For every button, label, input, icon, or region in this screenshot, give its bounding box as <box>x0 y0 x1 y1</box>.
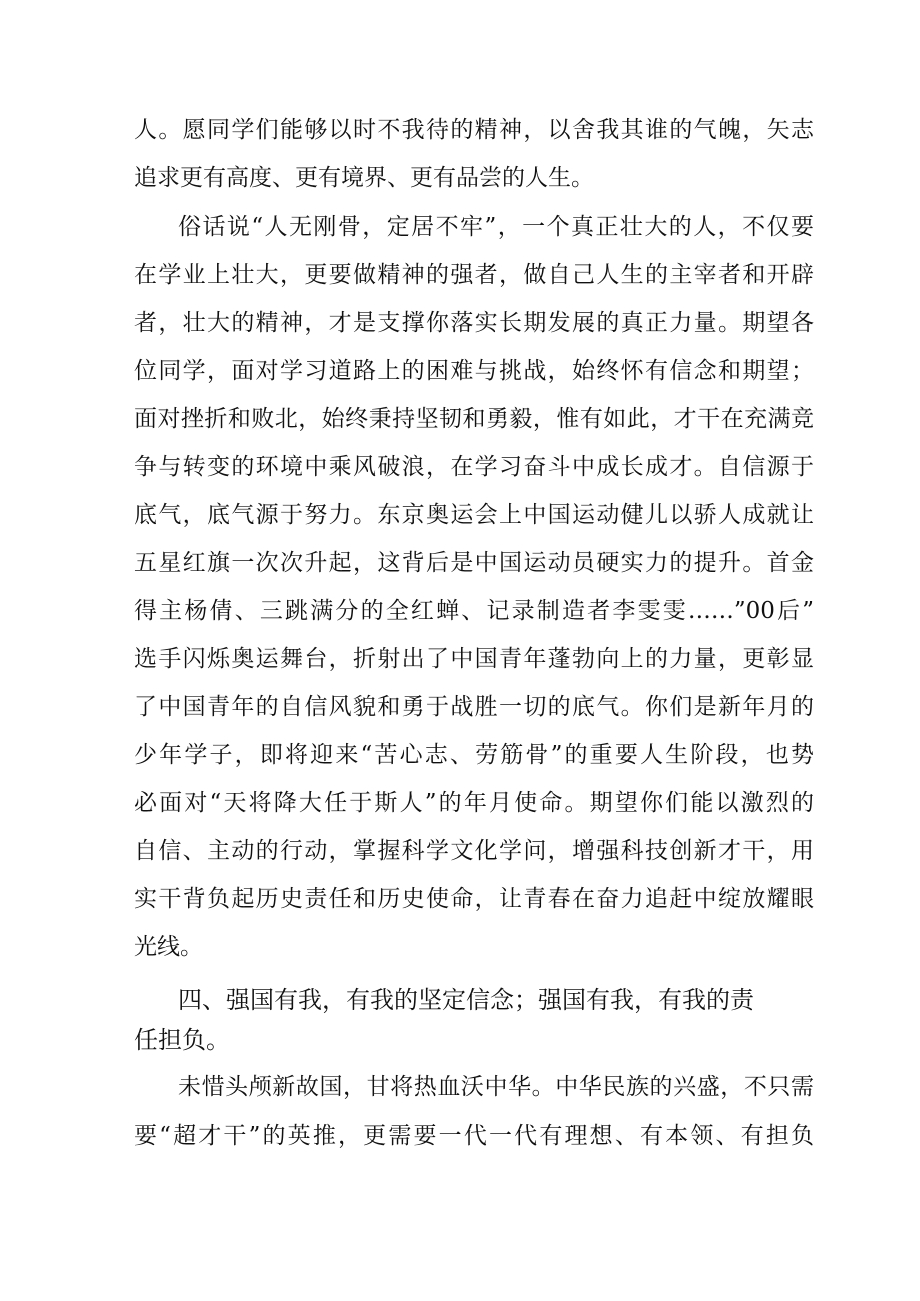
paragraph-3-line-1: 未惜头颅新故国，甘将热血沃中华。中华民族的兴盛，不只需 <box>178 1074 814 1100</box>
paragraph-2-line-10: 选手闪烁奥运舞台，折射出了中国青年蓬勃向上的力量，更彰显 <box>134 646 814 672</box>
section-heading-line-2: 任担负。 <box>134 1026 230 1054</box>
paragraph-2-line-2: 在学业上壮大，更要做精神的强者，做自己人生的主宰者和开辟 <box>134 262 814 288</box>
paragraph-2-line-16: 光线。 <box>134 934 203 960</box>
paragraph-2-line-7: 底气，底气源于努力。东京奥运会上中国运动健儿以骄人成就让 <box>134 502 814 528</box>
paragraph-2-line-1: 俗话说“人无刚骨，定居不牢”，一个真正壮大的人，不仅要 <box>178 214 814 240</box>
paragraph-2-line-14: 自信、主动的行动，掌握科学文化学问，增强科技创新才干，用 <box>134 838 814 864</box>
paragraph-2-line-9: 得主杨倩、三跳满分的全红蝉、记录制造者李雯雯……”00后” <box>134 598 814 624</box>
paragraph-2-line-11: 了中国青年的自信风貌和勇于战胜一切的底气。你们是新年月的 <box>134 694 814 720</box>
paragraph-2-line-3: 者，壮大的精神，才是支撑你落实长期发展的真正力量。期望各 <box>134 310 814 336</box>
paragraph-2-line-12: 少年学子，即将迎来“苦心志、劳筋骨”的重要人生阶段，也势 <box>134 742 814 768</box>
paragraph-1-line-1: 人。愿同学们能够以时不我待的精神，以舍我其谁的气魄，矢志 <box>134 117 814 143</box>
paragraph-2-line-13: 必面对“天将降大任于斯人”的年月使命。期望你们能以激烈的 <box>134 790 814 816</box>
paragraph-2-line-8: 五星红旗一次次升起，这背后是中国运动员硬实力的提升。首金 <box>134 550 814 576</box>
section-heading-line-1: 四、强国有我，有我的坚定信念；强国有我，有我的责 <box>178 986 754 1014</box>
paragraph-2-line-15: 实干背负起历史责任和历史使命，让青春在奋力追赶中绽放耀眼 <box>134 886 814 912</box>
paragraph-2-line-5: 面对挫折和败北，始终秉持坚韧和勇毅，惟有如此，才干在充满竞 <box>134 406 814 432</box>
paragraph-2-line-4: 位同学，面对学习道路上的困难与挑战，始终怀有信念和期望； <box>134 358 814 384</box>
paragraph-1-line-2: 追求更有高度、更有境界、更有品尝的人生。 <box>134 165 594 191</box>
paragraph-3-line-2: 要“超才干”的英推，更需要一代一代有理想、有本领、有担负 <box>134 1123 814 1149</box>
paragraph-2-line-6: 争与转变的环境中乘风破浪，在学习奋斗中成长成才。自信源于 <box>134 454 814 480</box>
